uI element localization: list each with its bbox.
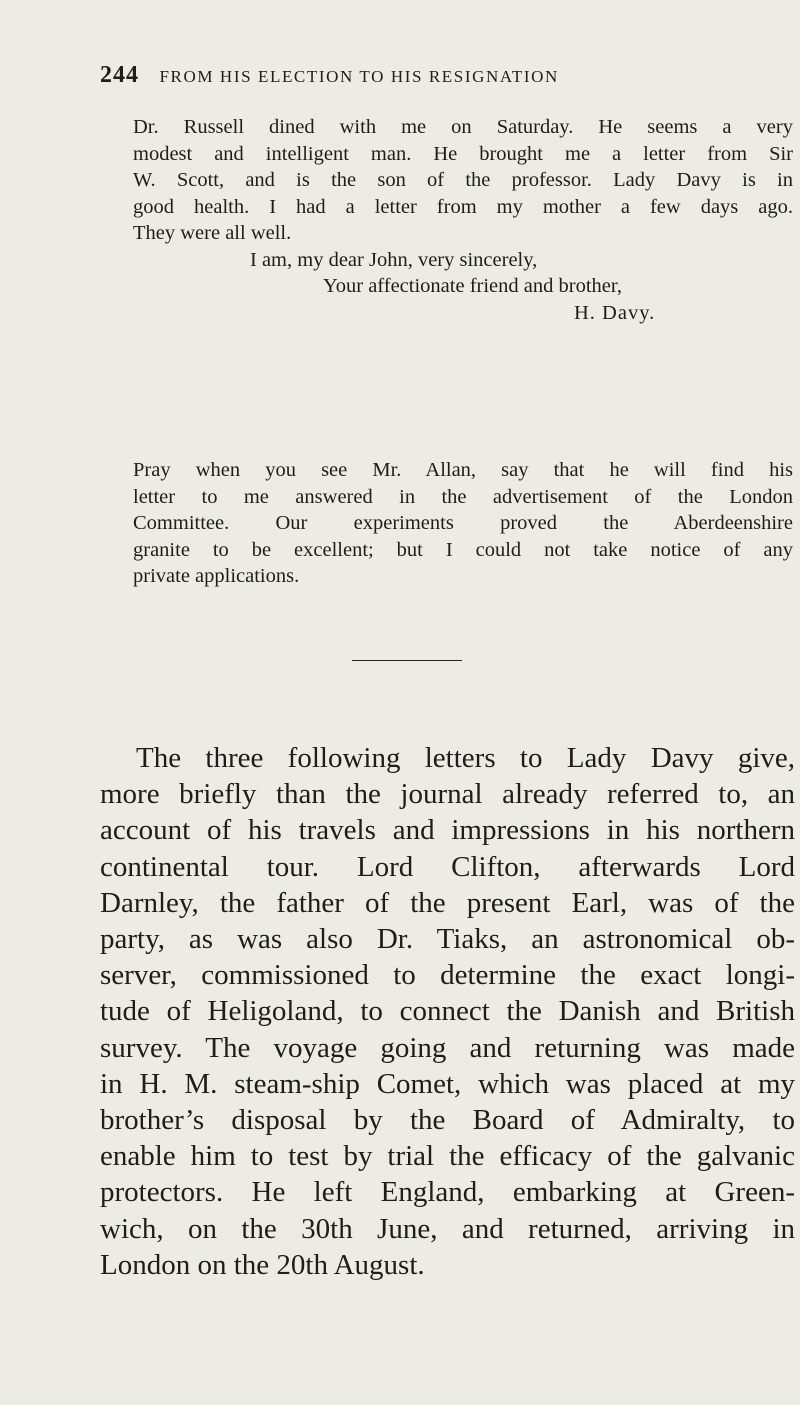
letter-body [133, 114, 793, 326]
letter-valediction: Your affectionate friend and brother, [323, 275, 622, 297]
narrative-line: account of his travels and impressions in his northern [100, 814, 795, 847]
narrative-line: continental tour. Lord Clifton, afterwards Lord [100, 850, 795, 883]
narrative-line: tude of Heligoland, to connect the Danish and British [100, 995, 795, 1028]
postscript-line: granite to be excellent; but I could not take notice of any [133, 538, 793, 561]
narrative-line: protectors. He left England, embarking at Green- [100, 1176, 795, 1209]
narrative-line: more briefly than the journal already referred to, an [100, 778, 795, 811]
letter-line: They were all well. [133, 222, 292, 244]
letter-line: W. Scott, and is the son of the professor. Lady Davy is in [133, 169, 793, 191]
postscript-line: Pray when you see Mr. Allan, say that he will find his [133, 459, 793, 481]
postscript-line: letter to me answered in the advertisement of the London [133, 485, 793, 508]
narrative-line: brother’s disposal by the Board of Admiralty, to [100, 1104, 795, 1137]
narrative-line: wich, on the 30th June, and returned, arriving in [100, 1212, 795, 1245]
narrative-line: enable him to test by trial the efficacy of the galvanic [100, 1140, 795, 1173]
page-number: 244 [100, 62, 139, 88]
running-title: FROM HIS ELECTION TO HIS RESIGNATION [159, 67, 559, 86]
narrative-line: in H. M. steam-ship Comet, which was placed at my [100, 1067, 795, 1100]
section-divider [352, 660, 462, 661]
narrative-line: survey. The voyage going and returning was made [100, 1031, 795, 1064]
narrative-line: party, as was also Dr. Tiaks, an astronomical ob- [100, 923, 795, 956]
letter-closing: I am, my dear John, very sincerely, [250, 248, 538, 271]
narrative-paragraph [100, 740, 795, 1283]
postscript [133, 457, 793, 590]
narrative-line: server, commissioned to determine the exact longi- [100, 959, 795, 992]
running-head [100, 62, 750, 92]
postscript-line: private applications. [133, 565, 300, 587]
letter-line: good health. I had a letter from my mother a few days ago. [133, 195, 793, 218]
narrative-line: London on the 20th August. [100, 1248, 425, 1281]
letter-line: Dr. Russell dined with me on Saturday. He seems a very [133, 116, 793, 138]
narrative-line: Darnley, the father of the present Earl, was of the [100, 886, 795, 919]
letter-line: modest and intelligent man. He brought me a letter from Sir [133, 142, 793, 165]
letter-signature: H. Davy. [574, 301, 656, 324]
narrative-line: The three following letters to Lady Davy give, [136, 742, 795, 774]
postscript-line: Committee. Our experiments proved the Aberdeenshire [133, 512, 793, 534]
